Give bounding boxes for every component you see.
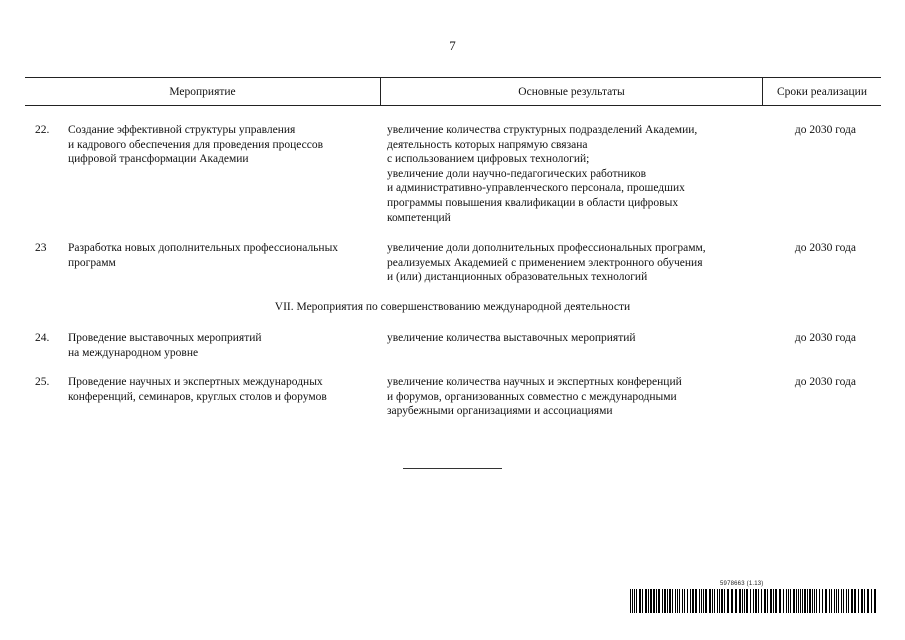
barcode-bar bbox=[739, 589, 741, 613]
barcode-bar bbox=[838, 589, 839, 613]
barcode-bar bbox=[679, 589, 680, 613]
barcode-bar bbox=[667, 589, 668, 613]
barcode-bar bbox=[861, 589, 863, 613]
barcode-bar bbox=[783, 589, 784, 613]
row-results: увеличение количества научных и экспертных конференций и форумов, организованных совместно с международными зарубежными организациями и ассоциациями bbox=[387, 376, 682, 418]
barcode-bar bbox=[874, 589, 876, 613]
barcode-bar bbox=[664, 589, 666, 613]
barcode-bar bbox=[721, 589, 723, 613]
barcode-label: 5978663 (1.13) bbox=[720, 581, 764, 587]
barcode-bar bbox=[630, 589, 631, 613]
barcode-bar bbox=[634, 589, 635, 613]
barcode-bar bbox=[788, 589, 789, 613]
barcode-bar bbox=[773, 589, 774, 613]
barcode-bar bbox=[848, 589, 849, 613]
barcode-bar bbox=[764, 589, 766, 613]
barcode-bar bbox=[802, 589, 803, 613]
barcode-bar bbox=[775, 589, 777, 613]
barcode-bar bbox=[731, 589, 733, 613]
barcode-bar bbox=[767, 589, 768, 613]
barcode-bar bbox=[755, 589, 757, 613]
row-number: 24. bbox=[35, 332, 50, 344]
barcode-bar bbox=[639, 589, 641, 613]
barcode-bar bbox=[735, 589, 737, 613]
barcode-bar bbox=[761, 589, 762, 613]
row-event: Проведение выставочных мероприятий на международном уровне bbox=[68, 332, 262, 359]
barcode-bar bbox=[714, 589, 715, 613]
barcode-bar bbox=[825, 589, 827, 613]
row-term: до 2030 года bbox=[794, 242, 856, 254]
barcode-bar bbox=[690, 589, 691, 613]
barcode-bar bbox=[744, 589, 745, 613]
page-number: 7 bbox=[449, 38, 456, 53]
barcode-bar bbox=[705, 589, 707, 613]
barcode-bar bbox=[793, 589, 795, 613]
barcode-bar bbox=[750, 589, 751, 613]
barcode-bar bbox=[864, 589, 865, 613]
barcode-bar bbox=[807, 589, 808, 613]
barcode-bar bbox=[642, 589, 643, 613]
barcode-bar bbox=[709, 589, 711, 613]
barcode-bar bbox=[796, 589, 797, 613]
barcode-bar bbox=[645, 589, 647, 613]
barcode-bar bbox=[662, 589, 663, 613]
barcode-bar bbox=[854, 589, 856, 613]
barcode-bar bbox=[719, 589, 720, 613]
barcode-bar bbox=[650, 589, 652, 613]
barcode-bar bbox=[656, 589, 657, 613]
barcode-bar bbox=[675, 589, 676, 613]
barcode-bar bbox=[843, 589, 844, 613]
header-results: Основные результаты bbox=[518, 86, 625, 98]
barcode-bar bbox=[871, 589, 872, 613]
row-number: 25. bbox=[35, 376, 50, 388]
barcode-bar bbox=[831, 589, 832, 613]
barcode-bar bbox=[770, 589, 772, 613]
barcode-bar bbox=[636, 589, 637, 613]
barcode-bar bbox=[692, 589, 694, 613]
barcode-bar bbox=[672, 589, 673, 613]
barcode-bar bbox=[836, 589, 837, 613]
barcode-bar bbox=[800, 589, 801, 613]
barcode-bar bbox=[699, 589, 700, 613]
barcode-bar bbox=[809, 589, 811, 613]
barcode-bar bbox=[669, 589, 671, 613]
barcode-bar bbox=[822, 589, 823, 613]
barcode-bar bbox=[834, 589, 835, 613]
barcode-bar bbox=[701, 589, 702, 613]
barcode-bar bbox=[846, 589, 847, 613]
row-results: увеличение количества структурных подразделений Академии, деятельность которых напрямую связана с использованием цифровых технологий; увеличение доли научно-педагогических работников и административно-управленческого персонала, прошедших программы повышения квалификации в области цифровых компетенций bbox=[387, 124, 698, 224]
barcode-bar bbox=[712, 589, 713, 613]
barcode-bar bbox=[851, 589, 853, 613]
barcode-image bbox=[630, 589, 880, 613]
section-title: VII. Мероприятия по совершенствованию международной деятельности bbox=[274, 301, 631, 313]
row-term: до 2030 года bbox=[794, 124, 856, 136]
barcode-bar bbox=[677, 589, 678, 613]
barcode-bar bbox=[829, 589, 830, 613]
barcode-bar bbox=[790, 589, 791, 613]
barcode-bar bbox=[687, 589, 688, 613]
barcode-bar bbox=[727, 589, 729, 613]
row-event: Разработка новых дополнительных профессиональных программ bbox=[68, 242, 339, 269]
barcode-bar bbox=[717, 589, 718, 613]
barcode-bar bbox=[841, 589, 842, 613]
table-top-rule bbox=[25, 77, 881, 78]
barcode-bar bbox=[703, 589, 704, 613]
barcode-bar bbox=[758, 589, 759, 613]
header-event: Мероприятие bbox=[169, 86, 236, 98]
barcode-bar bbox=[812, 589, 813, 613]
row-results: увеличение доли дополнительных профессиональных программ, реализуемых Академией с применением электронного обучения и (или) дистанционных образовательных технологий bbox=[387, 242, 706, 284]
barcode-bar bbox=[742, 589, 743, 613]
barcode-bar bbox=[816, 589, 817, 613]
header-terms: Сроки реализации bbox=[777, 86, 867, 98]
row-number: 23 bbox=[35, 242, 47, 254]
barcode-bar bbox=[682, 589, 683, 613]
barcode-bar bbox=[786, 589, 787, 613]
barcode-bar bbox=[695, 589, 697, 613]
row-results: увеличение количества выставочных мероприятий bbox=[387, 332, 636, 344]
barcode-bar bbox=[798, 589, 799, 613]
barcode-bar bbox=[648, 589, 649, 613]
barcode-bar bbox=[746, 589, 748, 613]
barcode-bar bbox=[684, 589, 685, 613]
barcode-bar bbox=[814, 589, 815, 613]
barcode-bar bbox=[804, 589, 806, 613]
row-event: Проведение научных и экспертных международных конференций, семинаров, круглых столов и форумов bbox=[68, 376, 327, 403]
row-event: Создание эффективной структуры управления и кадрового обеспечения для проведения процессов цифровой трансформации Академии bbox=[68, 124, 324, 166]
barcode-bar bbox=[753, 589, 754, 613]
barcode-bar bbox=[658, 589, 660, 613]
row-term: до 2030 года bbox=[794, 376, 856, 388]
barcode-bar bbox=[632, 589, 633, 613]
barcode-bar bbox=[653, 589, 655, 613]
table-header-bottom-rule bbox=[25, 105, 881, 106]
row-number: 22. bbox=[35, 124, 50, 136]
end-separator-line bbox=[403, 468, 502, 469]
barcode-bar bbox=[819, 589, 820, 613]
barcode-bar bbox=[724, 589, 725, 613]
row-term: до 2030 года bbox=[794, 332, 856, 344]
barcode-bar bbox=[867, 589, 869, 613]
barcode-bar bbox=[858, 589, 859, 613]
barcode-bar bbox=[779, 589, 781, 613]
